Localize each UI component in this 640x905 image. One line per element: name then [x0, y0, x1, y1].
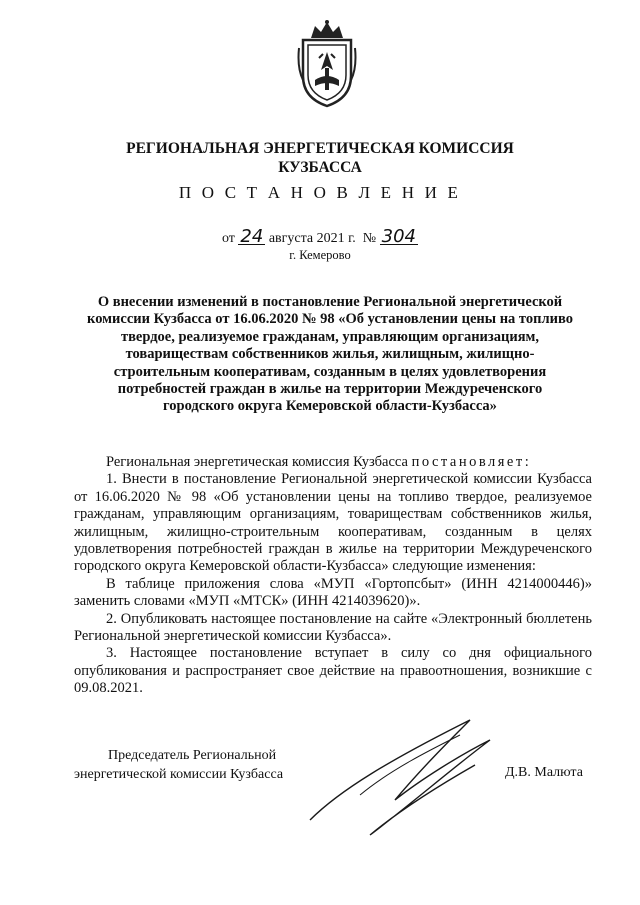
signatory-name: Д.В. Малюта: [505, 765, 583, 780]
date-month-year: августа 2021 г.: [268, 231, 356, 246]
document-subject: [70, 294, 590, 416]
organization-name: [0, 139, 640, 177]
paragraph-2: 2. Опубликовать настоящее постановление на сайте «Электронный бюллетень Региональной энергетической комиссии Кузбасса».: [74, 610, 592, 645]
date-prefix: от: [221, 231, 235, 246]
coat-of-arms-icon: [297, 18, 357, 110]
intro-text: Региональная энергетическая комиссия Кузбасса: [106, 454, 408, 470]
number-label: №: [362, 231, 377, 246]
date-line: [0, 226, 640, 247]
org-line-2: КУЗБАССА: [278, 159, 362, 176]
subject-line: комиссии Кузбасса от 16.06.2020 № 98 «Об установлении цены на топливо: [87, 311, 573, 328]
paragraph-3: 3. Настоящее постановление вступает в силу со дня официального опубликования и распространяет свое действие на правоотношения, возникшие с 09.08.2021.: [74, 645, 592, 697]
subject-line: городского округа Кемеровской области-Кузбасса»: [163, 398, 497, 415]
paragraph-1a: В таблице приложения слова «МУП «Гортопсбыт» (ИНН 4214000446)» заменить словами «МУП «МТСК» (ИНН 4214039620)».: [74, 575, 592, 610]
intro-verb: постановляет:: [411, 454, 532, 470]
document-body: [74, 454, 592, 698]
subject-line: твердое, реализуемое гражданам, управляющим организациям,: [120, 328, 540, 345]
subject-line: строительным кооперативам, созданным в целях удовлетворения: [113, 363, 547, 380]
document-type: П О С Т А Н О В Л Е Н И Е: [178, 183, 462, 202]
handwritten-signature: [300, 700, 500, 850]
position-line-2: энергетической комиссии Кузбасса: [74, 767, 284, 782]
subject-line: потребностей граждан в жилье на территории Междуреченского: [117, 381, 543, 398]
org-line-1: РЕГИОНАЛЬНАЯ ЭНЕРГЕТИЧЕСКАЯ КОМИССИЯ: [126, 140, 514, 157]
date-day: 24: [240, 226, 264, 247]
subject-line: О внесении изменений в постановление Региональной энергетической: [97, 294, 563, 310]
subject-line: товариществам собственников жилья, жилищным, жилищно-: [125, 346, 535, 363]
intro-paragraph: [74, 454, 592, 471]
position-line-1: Председатель Региональной: [108, 748, 277, 763]
city: г. Кемерово: [289, 248, 351, 262]
paragraph-1: 1. Внести в постановление Региональной энергетической комиссии Кузбасса от 16.06.2020 № 98 «Об установлении цены на топливо твердое, реализуемое гражданам, управляющим организациям, товариществам собственников жилья, жилищным, жилищно-строительным кооперативам, созданным в целях удовлетворения потребностей граждан в жилье на территории Междуреченского городского округа Кемеровской области-Кузбасса» следующие изменения:: [74, 471, 592, 575]
document-number: 304: [381, 226, 416, 247]
